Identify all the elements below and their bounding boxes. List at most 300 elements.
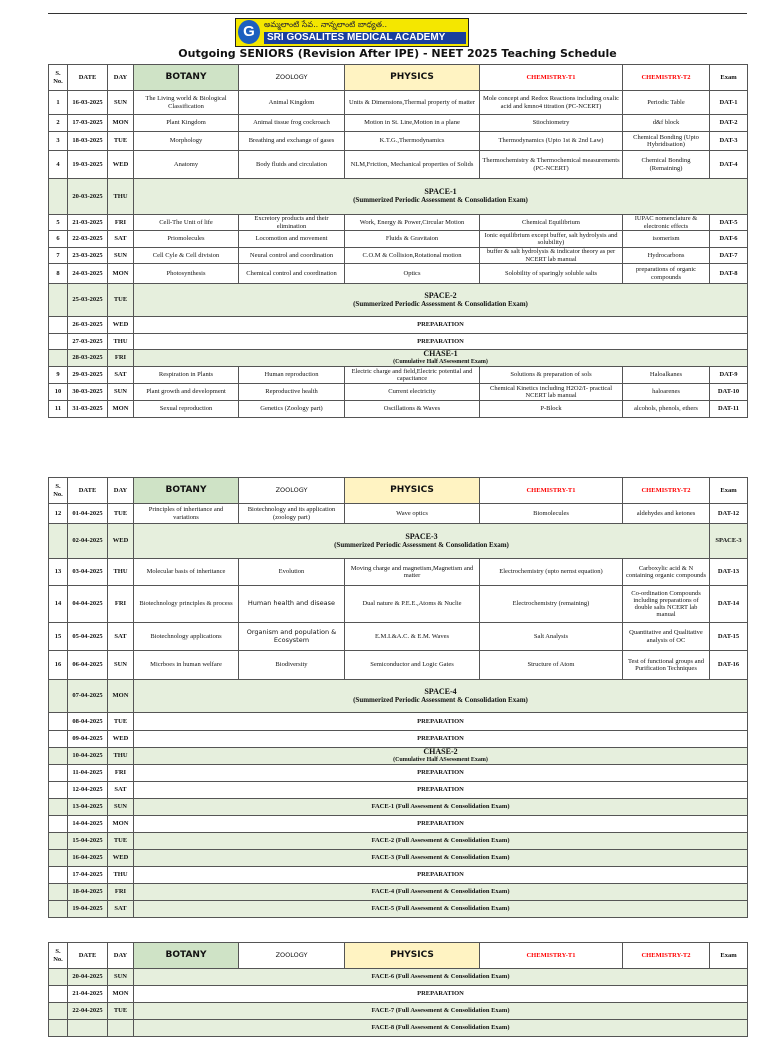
row-number xyxy=(49,179,68,215)
chemistry-t1-topic: Ionic equilibrium except buffer, salt hydrolysis and solubility) xyxy=(480,231,623,248)
event-cell: PREPARATION xyxy=(134,317,748,334)
exam-code: DAT-13 xyxy=(710,559,748,586)
row-number xyxy=(49,986,68,1003)
row-day: MON xyxy=(108,986,134,1003)
table-row xyxy=(49,901,748,918)
header-zoology: ZOOLOGY xyxy=(239,943,345,969)
table-row xyxy=(49,401,748,418)
table-row xyxy=(49,623,748,651)
chemistry-t1-topic: Electrochemistry (upto nernst equation) xyxy=(480,559,623,586)
header-date: DATE xyxy=(68,478,108,504)
row-number xyxy=(49,334,68,350)
header-chemistry-t2: CHEMISTRY-T2 xyxy=(623,65,710,91)
row-number xyxy=(49,867,68,884)
table-row xyxy=(49,1020,748,1037)
exam-code: DAT-6 xyxy=(710,231,748,248)
event-cell: PREPARATION xyxy=(134,731,748,748)
row-number: 13 xyxy=(49,559,68,586)
row-date: 15-04-2025 xyxy=(68,833,108,850)
exam-code: DAT-4 xyxy=(710,151,748,179)
row-date: 23-03-2025 xyxy=(68,248,108,264)
chemistry-t1-topic: Biomolecules xyxy=(480,504,623,524)
chemistry-t2-topic: d&f block xyxy=(623,115,710,132)
chemistry-t2-topic: Hydrocarbons xyxy=(623,248,710,264)
chemistry-t2-topic: Co-ordination Compounds including preparations of double salts NCERT lab manual xyxy=(623,586,710,623)
row-date: 18-04-2025 xyxy=(68,884,108,901)
event-title: CHASE-1 xyxy=(423,349,458,359)
zoology-topic: Chemical control and coordination xyxy=(239,264,345,284)
event-title: SPACE-1 xyxy=(424,187,457,197)
row-number: 6 xyxy=(49,231,68,248)
header-date: DATE xyxy=(68,943,108,969)
row-number: 4 xyxy=(49,151,68,179)
header-day: DAY xyxy=(108,943,134,969)
header-day: DAY xyxy=(108,478,134,504)
schedule-table-march xyxy=(48,64,748,418)
header-sno: S. No. xyxy=(49,65,68,91)
row-number xyxy=(49,284,68,317)
zoology-topic: Locomotion and movement xyxy=(239,231,345,248)
table-row xyxy=(49,799,748,816)
physics-topic: Moving charge and magnetism,Magnetism and matter xyxy=(345,559,480,586)
row-date: 21-03-2025 xyxy=(68,215,108,231)
botany-topic: Sexual reproduction xyxy=(134,401,239,418)
row-day: SAT xyxy=(108,623,134,651)
exam-code: DAT-10 xyxy=(710,384,748,401)
row-day: THU xyxy=(108,334,134,350)
physics-topic: Electric charge and field,Electric potential and capacitance xyxy=(345,367,480,384)
row-date: 11-04-2025 xyxy=(68,765,108,782)
table-row xyxy=(49,713,748,731)
row-date xyxy=(68,1020,108,1037)
row-day: SUN xyxy=(108,651,134,680)
event-cell: FACE-6 (Full Assessment & Consolidation Exam) xyxy=(134,969,748,986)
row-date: 13-04-2025 xyxy=(68,799,108,816)
row-date: 10-04-2025 xyxy=(68,748,108,765)
row-date: 21-04-2025 xyxy=(68,986,108,1003)
header-physics: PHYSICS xyxy=(345,943,480,969)
botany-topic: Plant Kingdom xyxy=(134,115,239,132)
event-cell: FACE-5 (Full Assessment & Consolidation Exam) xyxy=(134,901,748,918)
zoology-topic: Human reproduction xyxy=(239,367,345,384)
table-row xyxy=(49,748,748,765)
schedule-table-april xyxy=(48,477,748,918)
event-cell: PREPARATION xyxy=(134,765,748,782)
exam-code: DAT-3 xyxy=(710,132,748,151)
botany-topic: Priomolecules xyxy=(134,231,239,248)
row-day: FRI xyxy=(108,586,134,623)
botany-topic: Cell-The Unit of life xyxy=(134,215,239,231)
table-row xyxy=(49,559,748,586)
row-number: 9 xyxy=(49,367,68,384)
table-row xyxy=(49,816,748,833)
event-cell: PREPARATION xyxy=(134,867,748,884)
event-subtitle: (Summerized Periodic Assessment & Consolidation Exam) xyxy=(334,540,509,549)
row-day: FRI xyxy=(108,215,134,231)
row-day: MON xyxy=(108,264,134,284)
table-row xyxy=(49,969,748,986)
physics-topic: Work, Energy & Power,Circular Motion xyxy=(345,215,480,231)
row-date: 17-04-2025 xyxy=(68,867,108,884)
chemistry-t1-topic: Thermochemistry & Thermochemical measurements (PC-NCERT) xyxy=(480,151,623,179)
row-day: MON xyxy=(108,816,134,833)
chemistry-t2-topic: Carboxylic acid & N containing organic compounds xyxy=(623,559,710,586)
row-number xyxy=(49,1020,68,1037)
row-day: TUE xyxy=(108,833,134,850)
physics-topic: C.O.M & Collision,Rotational motion xyxy=(345,248,480,264)
event-cell: FACE-2 (Full Assessment & Consolidation Exam) xyxy=(134,833,748,850)
row-day: SUN xyxy=(108,799,134,816)
botany-topic: Morphology xyxy=(134,132,239,151)
row-day: WED xyxy=(108,850,134,867)
row-number xyxy=(49,680,68,713)
row-day: WED xyxy=(108,524,134,559)
event-subtitle: (Cumulative Half ASsessment Exam) xyxy=(393,757,488,764)
zoology-topic: Biodiversity xyxy=(239,651,345,680)
botany-topic: Respiration in Plants xyxy=(134,367,239,384)
header-physics: PHYSICS xyxy=(345,65,480,91)
table-row xyxy=(49,651,748,680)
row-number xyxy=(49,901,68,918)
row-day: MON xyxy=(108,680,134,713)
event-cell: FACE-4 (Full Assessment & Consolidation Exam) xyxy=(134,884,748,901)
header-exam: Exam xyxy=(710,943,748,969)
table-row xyxy=(49,524,748,559)
header-botany: BOTANY xyxy=(134,943,239,969)
chemistry-t2-topic: Haloalkanes xyxy=(623,367,710,384)
botany-topic: Molecular basis of inheritance xyxy=(134,559,239,586)
table-row xyxy=(49,91,748,115)
botany-topic: Cell Cyle & Cell division xyxy=(134,248,239,264)
table-row xyxy=(49,731,748,748)
header-botany: BOTANY xyxy=(134,65,239,91)
row-date: 20-04-2025 xyxy=(68,969,108,986)
row-number xyxy=(49,350,68,367)
row-number xyxy=(49,765,68,782)
chemistry-t2-topic: isomerism xyxy=(623,231,710,248)
row-date: 16-03-2025 xyxy=(68,91,108,115)
botany-topic: Plant growth and development xyxy=(134,384,239,401)
zoology-topic: Biotechnology and its application (zoology part) xyxy=(239,504,345,524)
event-cell: FACE-1 (Full Assessment & Consolidation Exam) xyxy=(134,799,748,816)
chemistry-t1-topic: Solutions & preparation of sols xyxy=(480,367,623,384)
row-day: TUE xyxy=(108,284,134,317)
table-row xyxy=(49,867,748,884)
zoology-topic: Evolution xyxy=(239,559,345,586)
academy-logo xyxy=(235,18,469,47)
row-date: 16-04-2025 xyxy=(68,850,108,867)
row-number xyxy=(49,850,68,867)
zoology-topic: Organism and population & Ecosystem xyxy=(239,623,345,651)
header-sno: S. No. xyxy=(49,943,68,969)
table-row xyxy=(49,231,748,248)
row-number: 7 xyxy=(49,248,68,264)
botany-topic: The Living world & Biological Classification xyxy=(134,91,239,115)
table-row xyxy=(49,586,748,623)
table-row xyxy=(49,833,748,850)
chemistry-t2-topic: alcohols, phenols, ethers xyxy=(623,401,710,418)
header-chemistry-t2: CHEMISTRY-T2 xyxy=(623,478,710,504)
row-number xyxy=(49,317,68,334)
header-exam: Exam xyxy=(710,65,748,91)
chemistry-t1-topic: P-Block xyxy=(480,401,623,418)
physics-topic: Current electricity xyxy=(345,384,480,401)
table-row xyxy=(49,179,748,215)
header-sno: S. No. xyxy=(49,478,68,504)
chemistry-t1-topic: Mole concept and Redox Reactions including oxalic acid and kmno4 titration (PC-NCERT) xyxy=(480,91,623,115)
exam-code: DAT-7 xyxy=(710,248,748,264)
table-row xyxy=(49,115,748,132)
table-header-row xyxy=(49,65,748,91)
chemistry-t2-topic: Chemical Bonding (Remaining) xyxy=(623,151,710,179)
event-cell xyxy=(134,350,748,367)
physics-topic: Wave optics xyxy=(345,504,480,524)
row-number: 12 xyxy=(49,504,68,524)
row-date: 22-04-2025 xyxy=(68,1003,108,1020)
event-title: CHASE-2 xyxy=(423,747,458,757)
row-number: 15 xyxy=(49,623,68,651)
chemistry-t1-topic: Chemical Kinetics including H2O2/I- practical NCERT lab manual xyxy=(480,384,623,401)
exam-code: DAT-1 xyxy=(710,91,748,115)
schedule-table-april-end xyxy=(48,942,748,1037)
row-date: 22-03-2025 xyxy=(68,231,108,248)
row-day: FRI xyxy=(108,884,134,901)
botany-topic: Photosynthesis xyxy=(134,264,239,284)
physics-topic: Optics xyxy=(345,264,480,284)
chemistry-t1-topic: Salt Analysis xyxy=(480,623,623,651)
physics-topic: Units & Dimensions,Thermal property of matter xyxy=(345,91,480,115)
exam-code: DAT-12 xyxy=(710,504,748,524)
event-cell xyxy=(134,284,748,317)
chemistry-t1-topic: Chemical Equilibrium xyxy=(480,215,623,231)
zoology-topic: Reproductive health xyxy=(239,384,345,401)
row-date: 02-04-2025 xyxy=(68,524,108,559)
event-cell: FACE-3 (Full Assessment & Consolidation Exam) xyxy=(134,850,748,867)
row-day: MON xyxy=(108,115,134,132)
chemistry-t2-topic: preparations of organic compounds xyxy=(623,264,710,284)
zoology-topic: Animal tissue frog cockroach xyxy=(239,115,345,132)
table-row xyxy=(49,504,748,524)
physics-topic: Motion in St. Line,Motion in a plane xyxy=(345,115,480,132)
zoology-topic: Human health and disease xyxy=(239,586,345,623)
header-zoology: ZOOLOGY xyxy=(239,65,345,91)
event-title: SPACE-3 xyxy=(405,531,438,541)
academy-emblem-icon: G xyxy=(238,20,260,44)
event-cell: PREPARATION xyxy=(134,816,748,833)
row-day: SUN xyxy=(108,969,134,986)
table-row xyxy=(49,132,748,151)
chemistry-t1-topic: Stiochiometry xyxy=(480,115,623,132)
row-date: 03-04-2025 xyxy=(68,559,108,586)
row-date: 31-03-2025 xyxy=(68,401,108,418)
row-number: 3 xyxy=(49,132,68,151)
table-row xyxy=(49,350,748,367)
row-date: 26-03-2025 xyxy=(68,317,108,334)
header-chemistry-t1: CHEMISTRY-T1 xyxy=(480,65,623,91)
row-date: 07-04-2025 xyxy=(68,680,108,713)
event-cell: PREPARATION xyxy=(134,713,748,731)
table-row xyxy=(49,1003,748,1020)
row-date: 18-03-2025 xyxy=(68,132,108,151)
event-subtitle: (Summerized Periodic Assessment & Consolidation Exam) xyxy=(353,299,528,308)
header-chemistry-t1: CHEMISTRY-T1 xyxy=(480,478,623,504)
chemistry-t2-topic: Chemical Bonding (Upto Hybridisation) xyxy=(623,132,710,151)
header-chemistry-t2: CHEMISTRY-T2 xyxy=(623,943,710,969)
row-number: 8 xyxy=(49,264,68,284)
physics-topic: NLM,Friction, Mechanical properties of Solids xyxy=(345,151,480,179)
row-date: 19-03-2025 xyxy=(68,151,108,179)
table-row xyxy=(49,884,748,901)
row-date: 06-04-2025 xyxy=(68,651,108,680)
row-day: WED xyxy=(108,317,134,334)
table-row xyxy=(49,782,748,799)
physics-topic: E.M.I.&A.C. & E.M. Waves xyxy=(345,623,480,651)
table-row xyxy=(49,284,748,317)
event-cell: FACE-7 (Full Assessment & Consolidation Exam) xyxy=(134,1003,748,1020)
chemistry-t2-topic: haloarenes xyxy=(623,384,710,401)
chemistry-t1-topic: Solobility of sparingly soluble salts xyxy=(480,264,623,284)
event-title: SPACE-2 xyxy=(424,290,457,300)
chemistry-t2-topic: Quantitative and Qualitative analysis of OC xyxy=(623,623,710,651)
row-date: 28-03-2025 xyxy=(68,350,108,367)
table-row xyxy=(49,367,748,384)
row-day: SAT xyxy=(108,231,134,248)
row-day: SAT xyxy=(108,367,134,384)
chemistry-t2-topic: aldehydes and ketones xyxy=(623,504,710,524)
table-row xyxy=(49,215,748,231)
chemistry-t2-topic: Periodic Table xyxy=(623,91,710,115)
row-date: 29-03-2025 xyxy=(68,367,108,384)
botany-topic: Biotechnology applications xyxy=(134,623,239,651)
row-number xyxy=(49,524,68,559)
row-number: 1 xyxy=(49,91,68,115)
row-number xyxy=(49,748,68,765)
row-number xyxy=(49,1003,68,1020)
row-number: 11 xyxy=(49,401,68,418)
row-day: MON xyxy=(108,401,134,418)
table-row xyxy=(49,765,748,782)
chemistry-t1-topic: Electrochemistry (remaining) xyxy=(480,586,623,623)
event-cell: FACE-8 (Full Assessment & Consolidation Exam) xyxy=(134,1020,748,1037)
exam-code: DAT-15 xyxy=(710,623,748,651)
row-date: 27-03-2025 xyxy=(68,334,108,350)
event-title: SPACE-4 xyxy=(424,686,457,696)
row-day: TUE xyxy=(108,713,134,731)
exam-code: DAT-9 xyxy=(710,367,748,384)
header-physics: PHYSICS xyxy=(345,478,480,504)
table-row xyxy=(49,986,748,1003)
row-date: 19-04-2025 xyxy=(68,901,108,918)
chemistry-t1-topic: Thermodynamics (Upto 1st & 2nd Law) xyxy=(480,132,623,151)
row-number: 14 xyxy=(49,586,68,623)
row-day: SUN xyxy=(108,248,134,264)
table-row xyxy=(49,850,748,867)
row-day: SAT xyxy=(108,901,134,918)
header-date: DATE xyxy=(68,65,108,91)
row-date: 09-04-2025 xyxy=(68,731,108,748)
botany-topic: Biotechnology principles & process xyxy=(134,586,239,623)
row-day: FRI xyxy=(108,765,134,782)
zoology-topic: Body fluids and circulation xyxy=(239,151,345,179)
physics-topic: Fluids & Gravitaion xyxy=(345,231,480,248)
row-day: TUE xyxy=(108,504,134,524)
row-number: 5 xyxy=(49,215,68,231)
exam-code: DAT-8 xyxy=(710,264,748,284)
row-day: SUN xyxy=(108,384,134,401)
table-row xyxy=(49,384,748,401)
row-number: 10 xyxy=(49,384,68,401)
academy-name: SRI GOSALITES MEDICAL ACADEMY xyxy=(264,32,466,44)
row-date: 05-04-2025 xyxy=(68,623,108,651)
row-day: THU xyxy=(108,179,134,215)
row-date: 24-03-2025 xyxy=(68,264,108,284)
table-row xyxy=(49,680,748,713)
table-row xyxy=(49,248,748,264)
event-cell: PREPARATION xyxy=(134,782,748,799)
exam-code: DAT-5 xyxy=(710,215,748,231)
header-day: DAY xyxy=(108,65,134,91)
row-date: 25-03-2025 xyxy=(68,284,108,317)
row-day: FRI xyxy=(108,350,134,367)
document-title: Outgoing SENIORS (Revision After IPE) - NEET 2025 Teaching Schedule xyxy=(178,47,617,60)
row-day: TUE xyxy=(108,132,134,151)
exam-code: DAT-14 xyxy=(710,586,748,623)
table-header-row xyxy=(49,478,748,504)
row-date: 08-04-2025 xyxy=(68,713,108,731)
row-day: THU xyxy=(108,867,134,884)
row-day: TUE xyxy=(108,1003,134,1020)
table-row xyxy=(49,151,748,179)
exam-code: DAT-16 xyxy=(710,651,748,680)
table-row xyxy=(49,264,748,284)
zoology-topic: Excretory products and their elimination xyxy=(239,215,345,231)
exam-code: SPACE-3 xyxy=(710,524,748,559)
header-exam: Exam xyxy=(710,478,748,504)
zoology-topic: Genetics (Zoology part) xyxy=(239,401,345,418)
row-date: 01-04-2025 xyxy=(68,504,108,524)
chemistry-t1-topic: buffer & salt hydrolysis & indicator theory as per NCERT lab manual xyxy=(480,248,623,264)
exam-code: DAT-11 xyxy=(710,401,748,418)
event-cell xyxy=(134,179,748,215)
row-number xyxy=(49,713,68,731)
row-day: SUN xyxy=(108,91,134,115)
row-day: WED xyxy=(108,731,134,748)
row-number xyxy=(49,799,68,816)
row-number xyxy=(49,731,68,748)
event-cell xyxy=(134,524,710,559)
zoology-topic: Breathing and exchange of gases xyxy=(239,132,345,151)
document-header xyxy=(48,13,747,64)
row-number xyxy=(49,969,68,986)
row-date: 17-03-2025 xyxy=(68,115,108,132)
row-number: 16 xyxy=(49,651,68,680)
chemistry-t2-topic: IUPAC nomenclature & electronic effects xyxy=(623,215,710,231)
zoology-topic: Animal Kingdom xyxy=(239,91,345,115)
physics-topic: Dual nature & P.E.E.,Atoms & Nuclie xyxy=(345,586,480,623)
row-day: THU xyxy=(108,748,134,765)
row-date: 20-03-2025 xyxy=(68,179,108,215)
row-number xyxy=(49,884,68,901)
chemistry-t2-topic: Test of functional groups and Purification Techniques xyxy=(623,651,710,680)
event-subtitle: (Summerized Periodic Assessment & Consolidation Exam) xyxy=(353,695,528,704)
header-chemistry-t1: CHEMISTRY-T1 xyxy=(480,943,623,969)
row-date: 30-03-2025 xyxy=(68,384,108,401)
row-number xyxy=(49,816,68,833)
header-botany: BOTANY xyxy=(134,478,239,504)
event-cell xyxy=(134,748,748,765)
event-cell: PREPARATION xyxy=(134,986,748,1003)
botany-topic: Micrboes in human welfare xyxy=(134,651,239,680)
